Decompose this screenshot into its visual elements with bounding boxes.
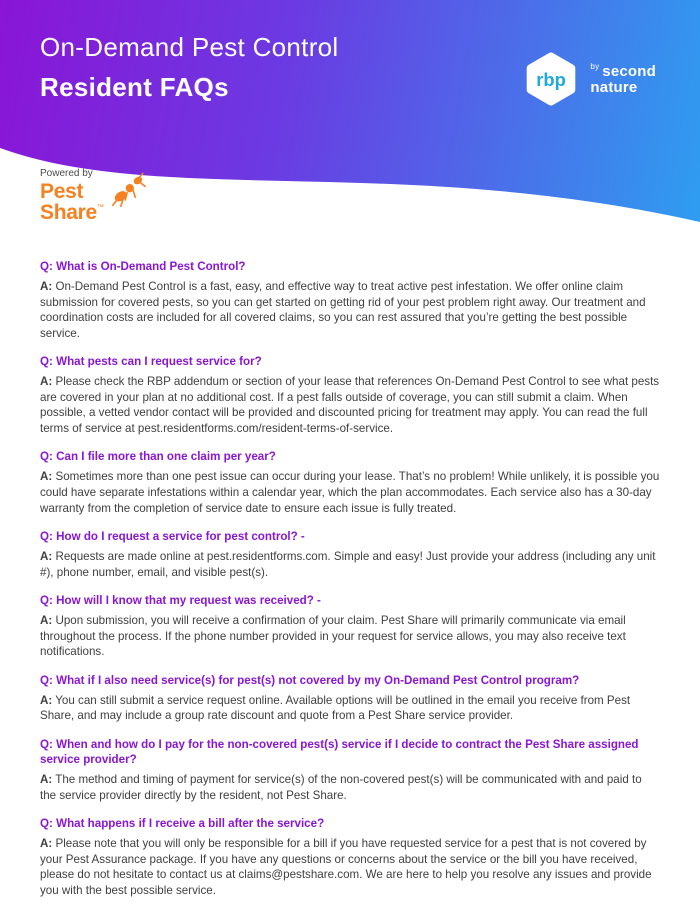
faq-answer [40, 693, 660, 724]
answer-prefix: A: [40, 693, 53, 707]
answer-prefix: A: [40, 773, 53, 787]
question-text: How will I know that my request was received? - [56, 594, 321, 608]
faq-question [40, 259, 660, 274]
answer-prefix: A: [40, 280, 53, 294]
brand-logos [524, 52, 656, 106]
answer-prefix: A: [40, 375, 53, 389]
question-text: When and how do I pay for the non-covered pest(s) service if I decide to contract the Pest Share assigned service provider? [40, 737, 639, 766]
faq-question [40, 449, 660, 464]
question-text: What is On-Demand Pest Control? [56, 260, 246, 273]
answer-prefix: A: [40, 470, 53, 484]
faq-answer [40, 549, 660, 580]
trademark-symbol: ™ [96, 204, 104, 212]
answer-text: Sometimes more than one pest issue can occur during your lease. That’s no problem! While unlikely, it is possible you could have separate infestations within a calendar year, which the plan accommodates. Each service also has a 30-day warranty from the completion of service date to ensure each issue is fully treated. [40, 470, 660, 515]
faq-item [40, 673, 660, 724]
by-label: by [590, 61, 600, 71]
answer-text: Please check the RBP addendum or section of your lease that references On-Demand Pest Control to see what pests are covered in your plan at no additional cost. If a pest falls outside of coverage, you can still submit a claim. When possible, a vetted vendor contact will be provided and discounted pricing for treatment may apply. You can read the full terms of service at pest.residentforms.com/resident-terms-of-service. [40, 375, 660, 435]
rbp-logo [524, 52, 578, 106]
answer-text: Requests are made online at pest.residentforms.com. Simple and easy! Just provide your address (including any unit #), phone number, email, and visible pest(s). [40, 550, 656, 579]
question-prefix: Q: [40, 737, 53, 751]
faq-item [40, 259, 660, 341]
question-prefix: Q: [40, 450, 53, 464]
answer-text: The method and timing of payment for service(s) of the non-covered pest(s) will be communicated with and paid to the service provider directly by the resident, not Pest Share. [40, 773, 642, 802]
faq-answer [40, 279, 660, 341]
question-prefix: Q: [40, 260, 53, 273]
question-text: How do I request a service for pest control? - [56, 530, 305, 544]
rbp-hexagon-icon [524, 52, 578, 106]
faq-item [40, 529, 660, 580]
faq-item [40, 737, 660, 803]
pest-share-word-share: Share [40, 201, 97, 225]
faq-answer [40, 772, 660, 803]
faq-section [0, 245, 700, 924]
answer-text: You can still submit a service request online. Available options will be outlined in the email you receive from Pest Share, and may include a group rate discount and quote from a Pest Share service provider. [40, 693, 631, 723]
faq-answer [40, 613, 660, 660]
question-prefix: Q: [40, 355, 53, 369]
faq-question [40, 673, 660, 688]
second-nature-logo [590, 63, 656, 96]
page-subtitle: Resident FAQs [40, 72, 229, 102]
pest-share-word-pest: Pest [40, 180, 84, 203]
question-text: What happens if I receive a bill after the service? [56, 817, 325, 831]
page-title: On-Demand Pest Control [40, 32, 339, 62]
question-prefix: Q: [40, 673, 53, 687]
faq-question [40, 816, 660, 831]
question-text: What pests can I request service for? [56, 355, 262, 369]
answer-prefix: A: [40, 550, 53, 564]
pest-share-logo [40, 168, 170, 224]
question-prefix: Q: [40, 817, 53, 831]
answer-text: Upon submission, you will receive a confirmation of your claim. Pest Share will primarily communicate via email throughout the process. If the phone number provided in your request for service allows, you may also receive text notifications. [40, 614, 626, 659]
question-prefix: Q: [40, 594, 53, 608]
second-nature-word1: second [602, 62, 656, 80]
faq-question [40, 354, 660, 369]
faq-item [40, 354, 660, 436]
faq-question [40, 593, 660, 608]
bug-icon [110, 172, 146, 208]
faq-item [40, 449, 660, 516]
faq-item [40, 593, 660, 660]
faq-answer [40, 469, 660, 516]
question-text: Can I file more than one claim per year? [56, 450, 276, 464]
header-titles [40, 32, 339, 103]
answer-prefix: A: [40, 837, 53, 851]
header-banner [0, 0, 700, 245]
second-nature-word2: nature [590, 78, 638, 96]
faq-question [40, 737, 660, 767]
faq-answer [40, 374, 660, 436]
rbp-logo-text: rbp [536, 69, 567, 91]
answer-text: Please note that you will only be responsible for a bill if you have requested service for a pest that is not covered by your Pest Assurance package. If you have any questions or concerns about the service or the bill you have received, please do not hesitate to contact us at claims@pestshare.com. We are here to help you resolve any issues and provide you with the best possible service. [40, 837, 652, 897]
faq-answer [40, 836, 660, 898]
answer-prefix: A: [40, 614, 53, 628]
powered-by-label: Powered by [40, 168, 93, 179]
answer-text: On-Demand Pest Control is a fast, easy, and effective way to treat active pest infestation. We offer online claim submission for covered pests, so you can get started on getting rid of your pest problem right away. Our treatment and coordination costs are included for all covered claims, so you can rest assured that you’re getting the best possible service. [40, 280, 646, 340]
faq-question [40, 529, 660, 544]
faq-list [40, 259, 660, 898]
question-prefix: Q: [40, 530, 53, 544]
faq-item [40, 816, 660, 898]
question-text: What if I also need service(s) for pest(s) not covered by my On-Demand Pest Control program? [56, 673, 580, 687]
